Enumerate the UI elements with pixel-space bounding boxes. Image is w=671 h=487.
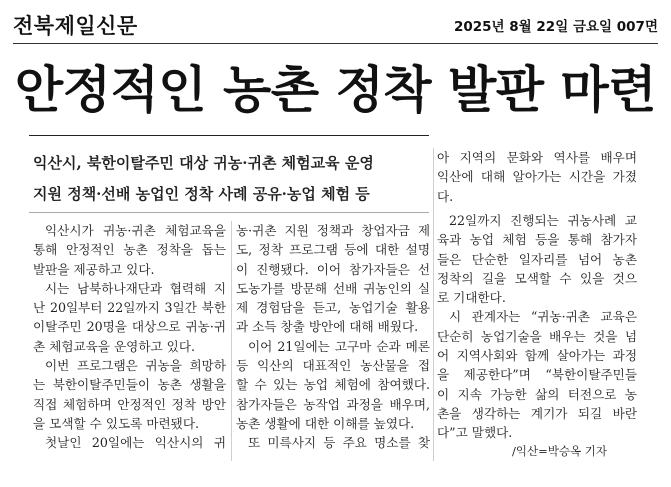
article-column-2 — [236, 221, 430, 453]
article-line: 어 지역사회와 함께 살아가는 과정 — [437, 348, 637, 364]
subheadline-bottom-rule — [29, 212, 429, 213]
newspaper-name: 전북제일신문 — [13, 14, 138, 38]
article-line: 직접 체험하며 안정적인 정착 방안 — [33, 396, 226, 412]
article-line: 발판을 제공하고 있다. — [33, 261, 155, 277]
subheadline-line: 지원 정책·선배 농업인 정착 사례 공유·농업 체험 등 — [33, 185, 370, 203]
column-divider — [433, 148, 434, 461]
article-column-1 — [33, 221, 226, 453]
article-line: 등 익산의 대표적인 농산물을 접 — [236, 358, 430, 374]
article-line: 다”고 말했다. — [437, 425, 513, 441]
article-line: 과 소득 창출 방안에 대해 배웠다. — [236, 319, 419, 335]
subheadline — [33, 148, 428, 210]
article-line: 이번 프로그램은 귀농을 희망하 — [45, 358, 226, 374]
article-column-3 — [437, 211, 637, 443]
subheadline-top-rule — [29, 135, 429, 136]
article-column-3-top — [437, 148, 637, 206]
article-line: 22일까지 진행되는 귀농사례 교 — [449, 213, 637, 228]
article-line: 육과 농업 체험 등을 통해 참가자 — [437, 232, 637, 248]
masthead — [13, 6, 658, 40]
article-line: 시는 남북하나재단과 협력해 지 — [45, 280, 226, 296]
article-line: 난 20일부터 22일까지 3일간 북한 — [33, 300, 226, 316]
article-line: 을 제공한다”며 “북한이탈주민들 — [437, 367, 637, 383]
article-line: 또 미륵사지 등 주요 명소를 찾 — [248, 435, 430, 451]
article-line: 익산시가 귀농·귀촌 체험교육을 — [45, 223, 226, 238]
article-line: 이 진행됐다. 이어 참가자들은 선 — [236, 261, 430, 277]
article-line: 첫날인 20일에는 익산시의 귀 — [45, 435, 226, 451]
article-line: 로 기대한다. — [437, 290, 506, 306]
article-line: 는 북한이탈주민들이 농촌 생활을 — [33, 377, 226, 393]
article-line: 촌 체험교육을 운영하고 있다. — [33, 338, 195, 354]
masthead-divider — [13, 43, 658, 44]
article-line: 익산에 대해 알아가는 시간을 가졌 — [437, 169, 637, 185]
article-line: 시 관계자는 “귀농·귀촌 교육은 — [449, 309, 637, 325]
article-line: 이탈주민 20명을 대상으로 귀농·귀 — [33, 319, 226, 335]
article-line: 아 지역의 문화와 역사를 배우며 — [437, 150, 637, 165]
article-line: 정착의 길을 모색할 수 있을 것으 — [437, 270, 637, 286]
article-line: 을 모색할 수 있도록 마련됐다. — [33, 415, 200, 431]
article-line: 제 경험담을 듣고, 농업기술 활용 — [236, 300, 430, 316]
article-line: 단순히 농업기술을 배우는 것을 넘 — [437, 328, 637, 344]
dateline: 2025년 8월 22일 금요일 007면 — [453, 19, 658, 35]
article-line: 통해 안정적인 농촌 정착을 돕는 — [33, 242, 226, 258]
article-line: 이 지속 가능한 삶의 터전으로 농 — [437, 386, 637, 402]
column-divider — [231, 221, 232, 461]
article-line: 농촌 생활에 대한 이해를 높였다. — [236, 415, 415, 431]
article-line: 도, 정착 프로그램 등에 대한 설명 — [236, 242, 430, 258]
article-line: 도농가를 방문해 선배 귀농인의 실 — [236, 280, 430, 296]
article-line: 참가자들은 농작업 과정을 배우며, — [236, 396, 430, 412]
article-line: 할 수 있는 농업 체험에 참여했다. — [236, 377, 430, 393]
byline: /익산=박승옥 기자 — [512, 444, 607, 458]
article-line: 이어 21일에는 고구마 순과 메론 — [248, 338, 430, 354]
article-line: 농·귀촌 지원 정책과 창업자금 제 — [236, 223, 430, 238]
article-line: 다. — [437, 188, 454, 204]
headline: 안정적인 농촌 정착 발판 마련 — [14, 61, 657, 119]
article-line: 들은 단순한 일자리를 넘어 농촌 — [437, 251, 637, 267]
article-line: 촌을 생각하는 계기가 되길 바란 — [437, 405, 637, 421]
subheadline-line: 익산시, 북한이탈주민 대상 귀농·귀촌 체험교육 운영 — [33, 154, 374, 172]
